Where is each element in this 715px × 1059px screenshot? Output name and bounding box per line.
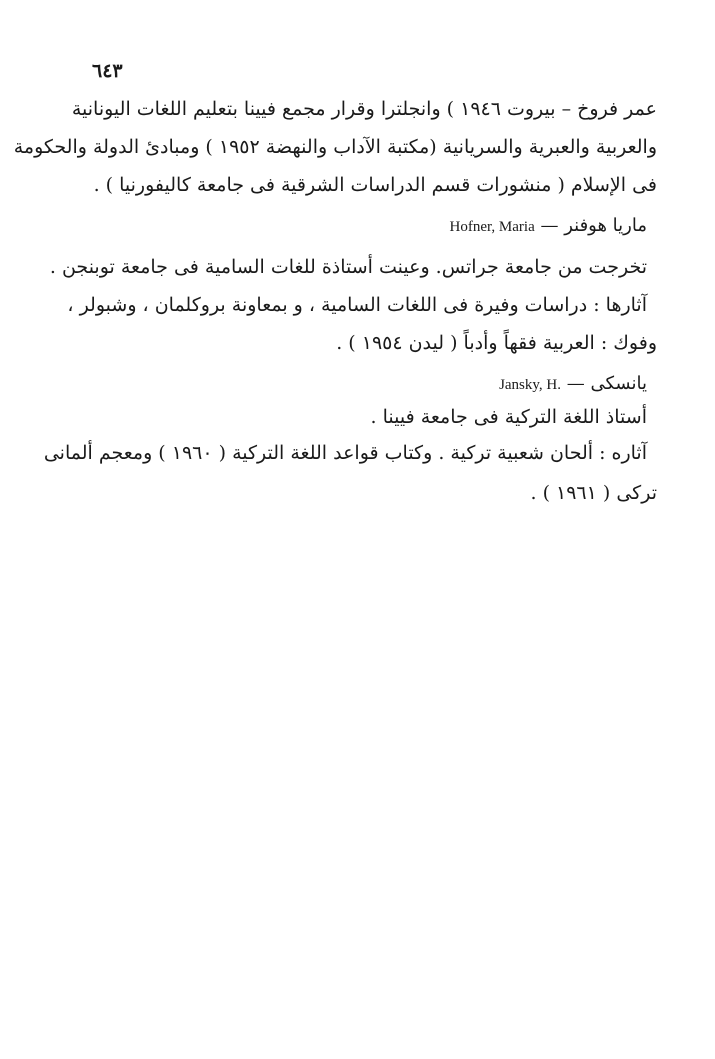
paragraph-line: أستاذ اللغة التركية فى جامعة فيينا . <box>370 406 647 428</box>
paragraph-line: آثارها : دراسات وفيرة فى اللغات السامية ، و بمعاونة بروكلمان ، وشبولر ، <box>67 294 647 316</box>
entry-name-arabic: ماريا هوفنر <box>564 215 647 236</box>
entry-name-latin: Jansky, H. <box>499 377 562 393</box>
paragraph-line: تركى ( ١٩٦١ ) . <box>530 482 657 504</box>
paragraph-line: وفوك : العربية فقهاً وأدباً ( ليدن ١٩٥٤ ) . <box>336 332 657 354</box>
entry-heading-hofner <box>450 214 647 239</box>
entry-dash: — <box>566 373 585 394</box>
entry-dash: — <box>540 215 559 236</box>
entry-heading-jansky <box>499 372 647 397</box>
paragraph-line: عمر فروخ – بيروت ١٩٤٦ ) وانجلترا وقرار مجمع فيينا بتعليم اللغات اليونانية <box>71 98 657 120</box>
paragraph-line: والعربية والعبرية والسريانية (مكتبة الآداب والنهضة ١٩٥٢ ) ومبادئ الدولة والحكومة <box>13 136 657 158</box>
entry-name-arabic: يانسكى <box>590 373 647 394</box>
paragraph-line: تخرجت من جامعة جراتس. وعينت أستاذة للغات السامية فى جامعة توبنجن . <box>49 256 647 278</box>
entry-name-latin: Hofner, Maria <box>449 219 535 235</box>
paragraph-line: آثاره : ألحان شعبية تركية . وكتاب قواعد اللغة التركية ( ١٩٦٠ ) ومعجم ألمانى <box>43 442 647 464</box>
page-number: ٦٤٣ <box>92 60 123 82</box>
paragraph-line: فى الإسلام ( منشورات قسم الدراسات الشرقية فى جامعة كاليفورنيا ) . <box>93 174 657 196</box>
